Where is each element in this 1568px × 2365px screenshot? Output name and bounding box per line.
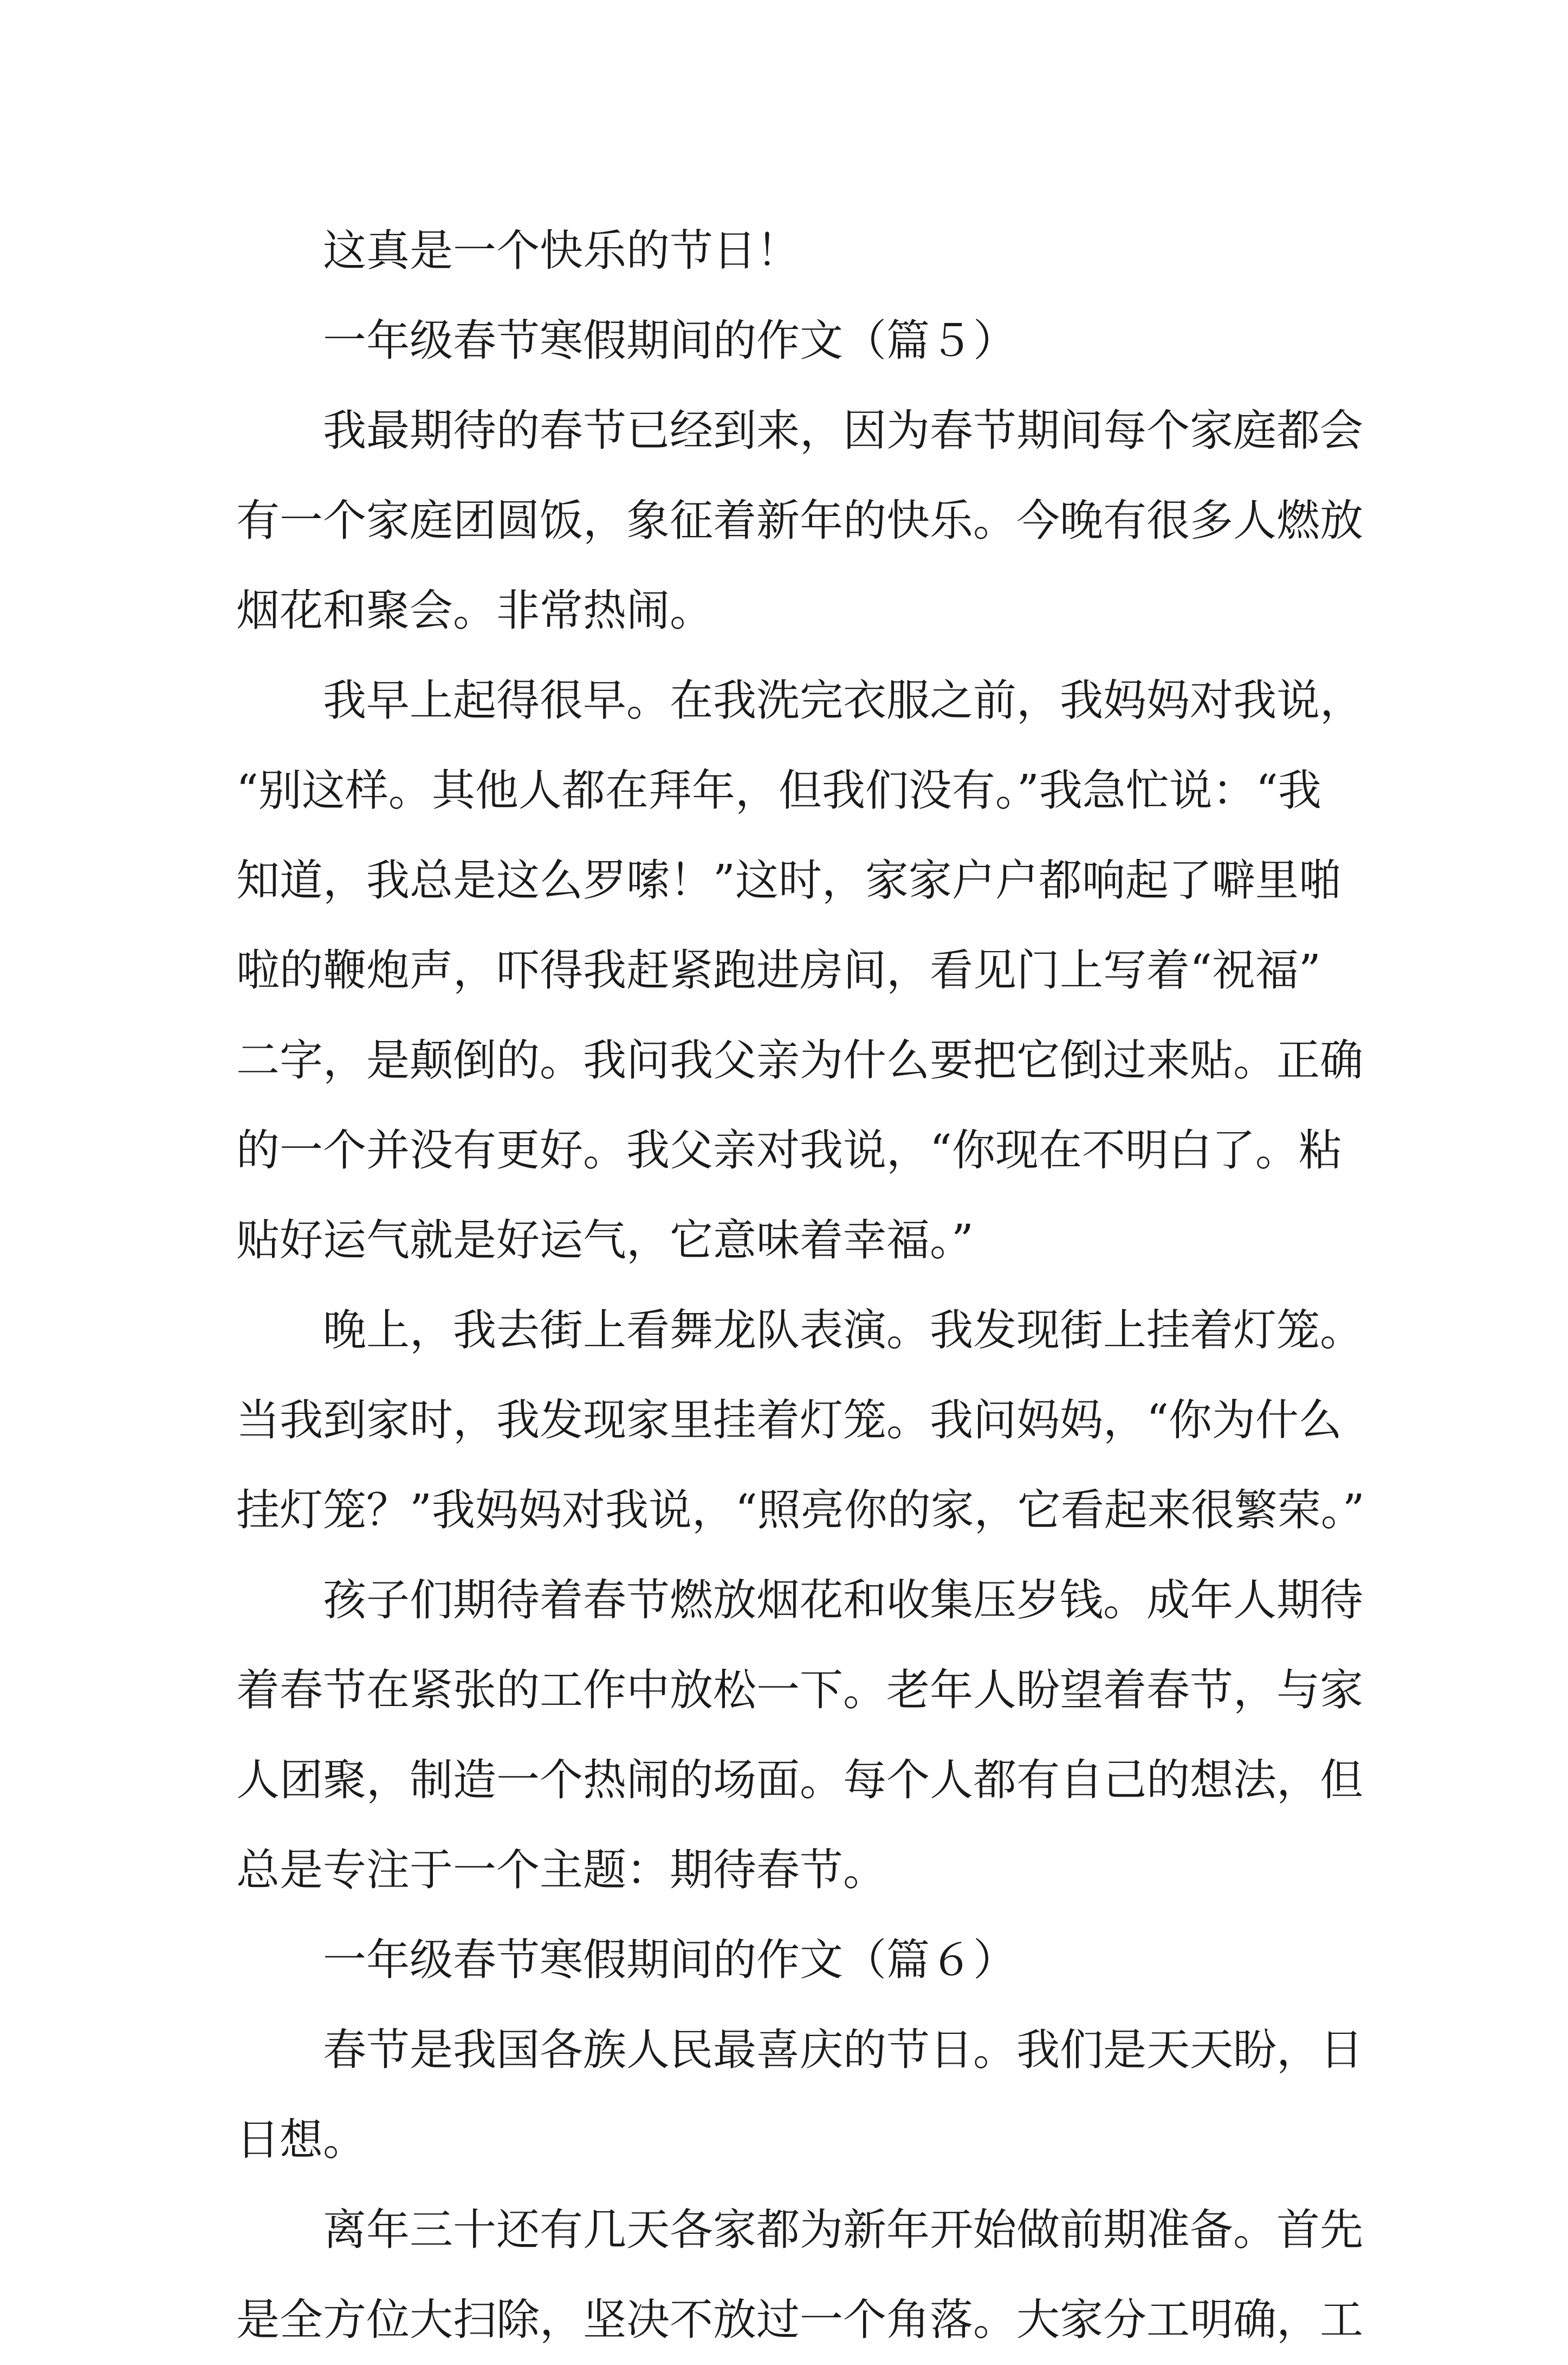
- document-body: [236, 206, 1365, 2365]
- paragraph-line: 啦的鞭炮声，吓得我赶紧跑进房间，看见门上写着“祝福”: [236, 945, 1321, 996]
- paragraph-line: 有一个家庭团圆饭，象征着新年的快乐。今晚有很多人燃放: [236, 495, 1363, 546]
- paragraph-line: 我早上起得很早。在我洗完衣服之前，我妈妈对我说，: [323, 675, 1363, 726]
- paragraph-line: 二字，是颠倒的。我问我父亲为什么要把它倒过来贴。正确: [236, 1035, 1363, 1085]
- paragraph-line: 离年三十还有几天各家都为新年开始做前期准备。首先: [323, 2205, 1363, 2255]
- paragraph-line: 日想。: [236, 2115, 366, 2165]
- paragraph-line: 着春节在紧张的工作中放松一下。老年人盼望着春节，与家: [236, 1665, 1363, 1715]
- paragraph-line: 孩子们期待着春节燃放烟花和收集压岁钱。成年人期待: [323, 1575, 1363, 1625]
- paragraph-line: 总是专注于一个主题：期待春节。: [236, 1845, 886, 1895]
- paragraph-line: 是全方位大扫除，坚决不放过一个角落。大家分工明确，工: [236, 2295, 1363, 2345]
- paragraph-line: 挂灯笼？”我妈妈对我说，“照亮你的家，它看起来很繁荣。”: [236, 1485, 1365, 1535]
- paragraph-line: “别这样。其他人都在拜年，但我们没有。”我急忙说：“我: [236, 765, 1321, 816]
- paragraph-line: 的一个并没有更好。我父亲对我说，“你现在不明白了。粘: [236, 1125, 1342, 1175]
- paragraph-line: 春节是我国各族人民最喜庆的节日。我们是天天盼，日: [323, 2025, 1363, 2075]
- paragraph-line: 当我到家时，我发现家里挂着灯笼。我问妈妈，“你为什么: [236, 1395, 1342, 1445]
- paragraph-line: 晚上，我去街上看舞龙队表演。我发现街上挂着灯笼。: [323, 1305, 1363, 1355]
- paragraph-line: 这真是一个快乐的节日！: [323, 225, 800, 276]
- paragraph-line: 知道，我总是这么罗嗦！”这时，家家户户都响起了噼里啪: [236, 855, 1342, 906]
- section-heading: 一年级春节寒假期间的作文（篇６）: [323, 1935, 1016, 1985]
- paragraph-line: 人团聚，制造一个热闹的场面。每个人都有自己的想法，但: [236, 1755, 1363, 1805]
- paragraph-line: 我最期待的春节已经到来，因为春节期间每个家庭都会: [323, 405, 1363, 456]
- paragraph-line: 烟花和聚会。非常热闹。: [236, 585, 713, 636]
- section-heading: 一年级春节寒假期间的作文（篇５）: [323, 315, 1016, 366]
- paragraph-line: 贴好运气就是好运气，它意味着幸福。”: [236, 1215, 974, 1265]
